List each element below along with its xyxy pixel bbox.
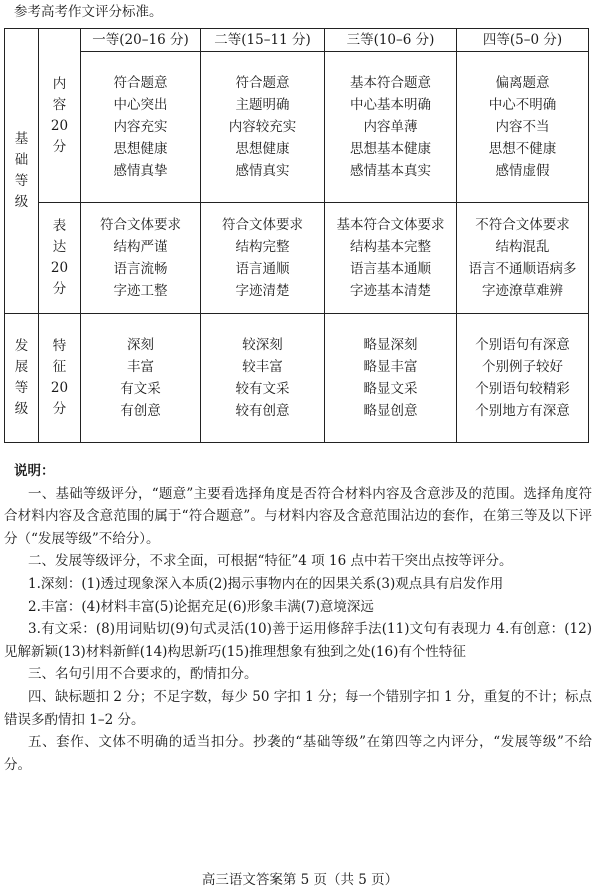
content-label: 内 容 20 分 <box>39 29 81 203</box>
content-cell-grade-2 <box>201 52 325 203</box>
content-item: 思想基本健康 <box>350 141 431 157</box>
expression-cell-grade-1 <box>81 203 201 314</box>
feature-item: 个别地方有深意 <box>475 403 570 419</box>
expression-item: 字迹潦草难辨 <box>482 283 563 299</box>
intro-text: 参考高考作文评分标准。 <box>14 4 163 20</box>
note-paragraph: 一、基础等级评分，“题意”主要看选择角度是否符合材料内容及含意涉及的范围。选择角度符合材料内容及含意范围的属于“符合题意”。与材料内容及含意范围沾边的套作，在第三等及以下评分（“发展等级”不给分）。 <box>4 485 592 547</box>
feature-item: 较丰富 <box>242 359 283 375</box>
feature-label: 特 征 20 分 <box>39 314 81 443</box>
expression-item: 基本符合文体要求 <box>336 217 445 233</box>
note-paragraph: 2.丰富：(4)材料丰富(5)论据充足(6)形象丰满(7)意境深远 <box>28 598 374 615</box>
content-item: 偏离题意 <box>495 75 550 91</box>
content-item: 主题明确 <box>235 97 290 113</box>
expression-item: 语言不通顺语病多 <box>468 261 577 277</box>
feature-cell-grade-3 <box>325 314 457 443</box>
feature-item: 个别语句较精彩 <box>475 381 570 397</box>
content-item: 内容较充实 <box>228 119 297 135</box>
notes-title: 说明： <box>14 463 55 479</box>
feature-item: 较深刻 <box>242 337 283 353</box>
content-item: 内容不当 <box>495 119 550 135</box>
feature-item: 略显创意 <box>363 403 418 419</box>
content-item: 符合题意 <box>113 75 168 91</box>
expression-item: 不符合文体要求 <box>475 217 570 233</box>
notes-section <box>4 460 592 776</box>
content-item: 符合题意 <box>235 75 290 91</box>
header-grade-2: 二等(15–11 分) <box>201 29 325 52</box>
note-paragraph: 3.有文采：(8)用词贴切(9)句式灵活(10)善于运用修辞手法(11)文句有表现力 4.有创意：(12)见解新颖(13)材料新鲜(14)构思新巧(15)推理想象有独到之处(16)有个性特征 <box>4 621 592 660</box>
expression-item: 结构严谨 <box>113 239 168 255</box>
content-cell-grade-1 <box>81 52 201 203</box>
expression-item: 字迹基本清楚 <box>350 283 431 299</box>
expression-item: 结构混乱 <box>495 239 550 255</box>
content-item: 中心突出 <box>113 97 168 113</box>
development-level-label: 发 展 等 级 <box>5 314 39 443</box>
expression-label: 表 达 20 分 <box>39 203 81 314</box>
content-item: 内容单薄 <box>363 119 418 135</box>
expression-item: 字迹清楚 <box>235 283 290 299</box>
note-paragraph: 1.深刻：(1)透过现象深入本质(2)揭示事物内在的因果关系(3)观点具有启发作用 <box>28 575 504 592</box>
expression-cell-grade-3 <box>325 203 457 314</box>
note-paragraph: 五、套作、文体不明确的适当扣分。抄袭的“基础等级”在第四等之内评分，“发展等级”不给分。 <box>4 734 592 773</box>
feature-item: 有文采 <box>120 381 161 397</box>
note-paragraph: 四、缺标题扣 2 分；不足字数，每少 50 字扣 1 分；每一个错别字扣 1 分，重复的不计；标点错误多酌情扣 1–2 分。 <box>4 688 592 728</box>
expression-item: 结构基本完整 <box>350 239 431 255</box>
expression-cell-grade-4 <box>457 203 589 314</box>
feature-item: 略显文采 <box>363 381 418 397</box>
feature-item: 有创意 <box>120 403 161 419</box>
expression-cell-grade-2 <box>201 203 325 314</box>
note-paragraph: 三、名句引用不合要求的，酌情扣分。 <box>28 666 258 683</box>
feature-item: 丰富 <box>127 359 154 375</box>
content-item: 感情虚假 <box>495 163 550 179</box>
header-grade-4: 四等(5–0 分) <box>457 29 589 52</box>
expression-item: 符合文体要求 <box>222 217 303 233</box>
note-paragraph: 二、发展等级评分，不求全面，可根据“特征”4 项 16 点中若干突出点按等评分。 <box>28 553 513 570</box>
header-grade-1: 一等(20–16 分) <box>81 29 201 52</box>
feature-cell-grade-4 <box>457 314 589 443</box>
feature-item: 较有文采 <box>235 381 290 397</box>
content-item: 思想健康 <box>235 141 290 157</box>
content-item: 感情真实 <box>235 163 290 179</box>
feature-item: 个别例子较好 <box>482 359 563 375</box>
feature-item: 较有创意 <box>235 403 290 419</box>
feature-item: 深刻 <box>127 337 154 353</box>
expression-item: 符合文体要求 <box>100 217 181 233</box>
basic-level-label: 基 础 等 级 <box>5 29 39 314</box>
feature-cell-grade-1 <box>81 314 201 443</box>
content-item: 基本符合题意 <box>350 75 431 91</box>
content-item: 感情真挚 <box>113 163 168 179</box>
content-item: 思想不健康 <box>488 141 557 157</box>
scoring-table <box>4 28 589 443</box>
content-item: 感情基本真实 <box>350 163 431 179</box>
content-item: 中心不明确 <box>488 97 557 113</box>
expression-item: 语言通顺 <box>235 261 290 277</box>
content-item: 中心基本明确 <box>350 97 431 113</box>
content-item: 内容充实 <box>113 119 168 135</box>
content-cell-grade-4 <box>457 52 589 203</box>
feature-item: 略显丰富 <box>363 359 418 375</box>
feature-cell-grade-2 <box>201 314 325 443</box>
page-footer: 高三语文答案第 5 页（共 5 页） <box>201 872 399 888</box>
expression-item: 结构完整 <box>235 239 290 255</box>
feature-item: 个别语句有深意 <box>475 337 570 353</box>
expression-item: 字迹工整 <box>113 283 168 299</box>
content-cell-grade-3 <box>325 52 457 203</box>
content-item: 思想健康 <box>113 141 168 157</box>
feature-item: 略显深刻 <box>363 337 418 353</box>
expression-item: 语言基本通顺 <box>350 261 431 277</box>
header-grade-3: 三等(10–6 分) <box>325 29 457 52</box>
expression-item: 语言流畅 <box>113 261 168 277</box>
